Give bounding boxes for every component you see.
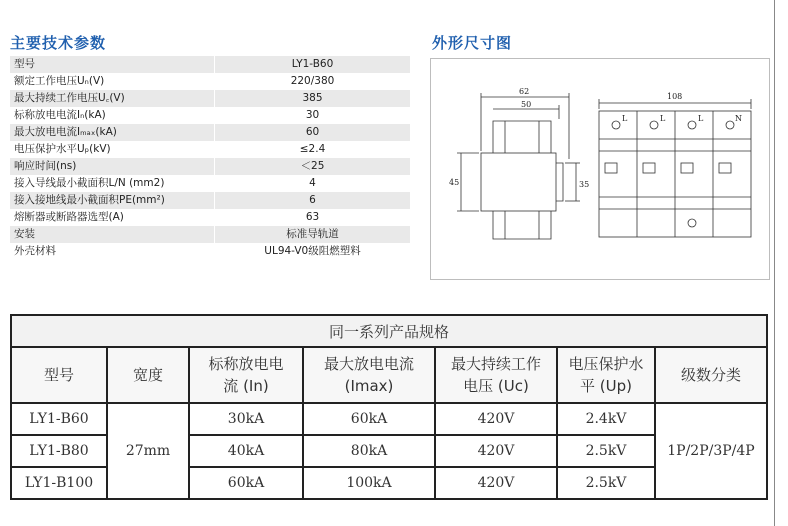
spec-row: [10, 141, 410, 158]
dim-50-label: 50: [521, 100, 532, 109]
spec-key: 接入导线最小截面积L/N (mm2): [10, 175, 215, 192]
header-line: 平 (Up): [580, 377, 632, 395]
specs-title: 主要技术参数: [10, 34, 107, 52]
cell-nominal-current: 30kA: [189, 403, 303, 435]
spec-key: 额定工作电压Uₙ(V): [10, 73, 215, 90]
series-header-row: [11, 347, 767, 403]
cell-max-current: 80kA: [303, 435, 435, 467]
dimension-drawing: [430, 58, 770, 280]
cell-max-voltage: 420V: [435, 403, 557, 435]
spec-key: 标称放电电流Iₙ(kA): [10, 107, 215, 124]
cell-model: LY1-B60: [11, 403, 107, 435]
cell-poles: 1P/2P/3P/4P: [655, 403, 767, 499]
spec-value: 60: [215, 124, 411, 141]
header-line: 流 (In): [223, 377, 269, 395]
header-width: 宽度: [107, 347, 189, 403]
header-model: 型号: [11, 347, 107, 403]
spec-row: [10, 158, 410, 175]
spec-key: 最大持续工作电压U꜀(V): [10, 90, 215, 107]
cell-width: 27mm: [107, 403, 189, 499]
spec-key: 最大放电电流Iₘₐₓ(kA): [10, 124, 215, 141]
spec-key: 安装: [10, 226, 215, 243]
series-spec-table: [10, 314, 768, 500]
cell-max-voltage: 420V: [435, 435, 557, 467]
series-caption-row: [11, 315, 767, 347]
dimension-drawing-svg: [431, 59, 769, 279]
pole-label: L: [622, 114, 628, 123]
pole-label: L: [660, 114, 666, 123]
header-line: 电压 (Uc): [463, 377, 529, 395]
spec-key: 响应时间(ns): [10, 158, 215, 175]
spec-value: 标准导轨道: [215, 226, 411, 243]
header-poles: 级数分类: [655, 347, 767, 403]
spec-row: [10, 192, 410, 209]
dim-45-label: 45: [449, 178, 460, 187]
spec-value: ≤2.4: [215, 141, 411, 158]
cell-model: LY1-B80: [11, 435, 107, 467]
cell-nominal-current: 40kA: [189, 435, 303, 467]
spec-row: [10, 175, 410, 192]
header-nominal-current: [189, 347, 303, 403]
header-max-voltage: [435, 347, 557, 403]
cell-max-current: 100kA: [303, 467, 435, 499]
cell-protection-level: 2.5kV: [557, 435, 655, 467]
spec-value: UL94-V0级阻燃塑料: [215, 243, 411, 260]
spec-row: [10, 243, 410, 260]
header-line: 最大持续工作: [450, 355, 541, 373]
spec-key: 熔断器或断路器选型(A): [10, 209, 215, 226]
spec-value: ＜25: [215, 158, 411, 175]
spec-value: 30: [215, 107, 411, 124]
cell-protection-level: 2.5kV: [557, 467, 655, 499]
spec-key: 电压保护水平Uₚ(kV): [10, 141, 215, 158]
spec-row: [10, 90, 410, 107]
spec-value: 6: [215, 192, 411, 209]
spec-value: 4: [215, 175, 411, 192]
spec-row: [10, 209, 410, 226]
table-row: [11, 403, 767, 435]
header-line: 标称放电电: [208, 355, 284, 373]
dim-35-label: 35: [579, 180, 590, 189]
side-view: [457, 93, 580, 239]
cell-max-current: 60kA: [303, 403, 435, 435]
cell-max-voltage: 420V: [435, 467, 557, 499]
header-line: 电压保护水: [568, 355, 644, 373]
spec-row: [10, 107, 410, 124]
spec-key: 型号: [10, 56, 215, 73]
dim-62-label: 62: [519, 87, 530, 96]
spec-table: [10, 56, 410, 260]
dimensions-title: 外形尺寸图: [432, 34, 513, 52]
spec-key: 外壳材料: [10, 243, 215, 260]
pole-label: L: [698, 114, 704, 123]
spec-value: 385: [215, 90, 411, 107]
spec-value: LY1-B60: [215, 56, 411, 73]
spec-row: [10, 124, 410, 141]
spec-value: 220/380: [215, 73, 411, 90]
spec-row: [10, 226, 410, 243]
spec-row: [10, 56, 410, 73]
spec-value: 63: [215, 209, 411, 226]
series-caption: 同一系列产品规格: [11, 315, 767, 347]
spec-key: 接入接地线最小截面积PE(mm²): [10, 192, 215, 209]
header-max-current: [303, 347, 435, 403]
spec-row: [10, 73, 410, 90]
page-right-border: [774, 0, 775, 526]
cell-model: LY1-B100: [11, 467, 107, 499]
dim-108-label: 108: [667, 92, 683, 101]
header-protection-level: [557, 347, 655, 403]
header-line: 最大放电电流: [323, 355, 414, 373]
cell-protection-level: 2.4kV: [557, 403, 655, 435]
header-line: (Imax): [344, 377, 394, 395]
cell-nominal-current: 60kA: [189, 467, 303, 499]
pole-label: N: [735, 114, 742, 123]
